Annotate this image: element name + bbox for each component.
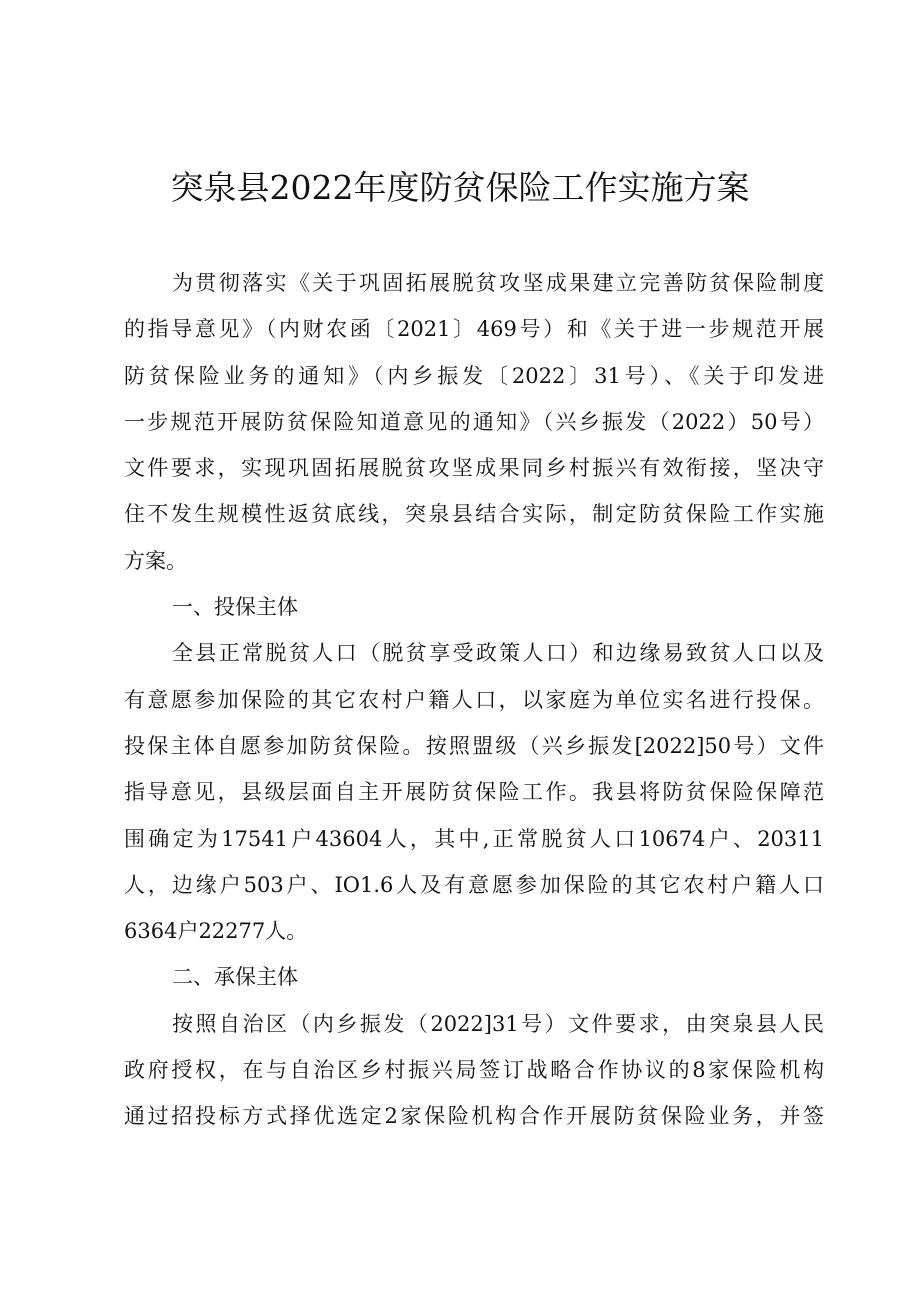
paragraph-line: 按照自治区（内乡振发（2022]31号）文件要求，由突泉县人民 <box>172 1011 824 1036</box>
section-heading: 二、承保主体 <box>172 965 298 990</box>
paragraph-line: 为贯彻落实《关于巩固拓展脱贫攻坚成果建立完善防贫保险制度 <box>172 271 824 295</box>
paragraph-line: 方案。 <box>124 548 187 573</box>
paragraph-line: 全县正常脱贫人口（脱贫享受政策人口）和边缘易致贫人口以及 <box>172 641 824 666</box>
paragraph-line: 文件要求，实现巩固拓展脱贫攻坚成果同乡村振兴有效衔接，坚决守 <box>124 456 824 481</box>
paragraph-line: 6364户22277人。 <box>124 919 308 944</box>
paragraph-line: 投保主体自愿参加防贫保险。按照盟级（兴乡振发[2022]50号）文件 <box>124 733 824 758</box>
paragraph-line: 政府授权，在与自治区乡村振兴局签订战略合作协议的8家保险机构 <box>124 1058 824 1083</box>
section-heading: 一、投保主体 <box>172 595 298 620</box>
paragraph-line: 通过招投标方式择优选定2家保险机构合作开展防贫保险业务，并签 <box>124 1104 824 1129</box>
paragraph-line: 住不发生规模性返贫底线，突泉县结合实际，制定防贫保险工作实施 <box>124 502 824 527</box>
document-title: 突泉县2022年度防贫保险工作实施方案 <box>170 168 750 207</box>
paragraph-line: 人，边缘户503户、IO1.6人及有意愿参加保险的其它农村户籍人口 <box>124 872 824 897</box>
document-body <box>124 260 824 1140</box>
paragraph-line: 防贫保险业务的通知》（内乡振发〔2022〕31号）、《关于印发进 <box>124 363 824 388</box>
paragraph-line: 有意愿参加保险的其它农村户籍人口，以家庭为单位实名进行投保。 <box>124 687 824 712</box>
paragraph-line: 一步规范开展防贫保险知道意见的通知》（兴乡振发（2022）50号） <box>124 409 824 434</box>
paragraph-line: 围确定为17541户43604人，其中,正常脱贫人口10674户、20311 <box>124 826 824 851</box>
paragraph-line: 的指导意见》（内财农函〔2021〕469号）和《关于进一步规范开展 <box>124 317 824 342</box>
paragraph-line: 指导意见，县级层面自主开展防贫保险工作。我县将防贫保险保障范 <box>124 780 824 805</box>
